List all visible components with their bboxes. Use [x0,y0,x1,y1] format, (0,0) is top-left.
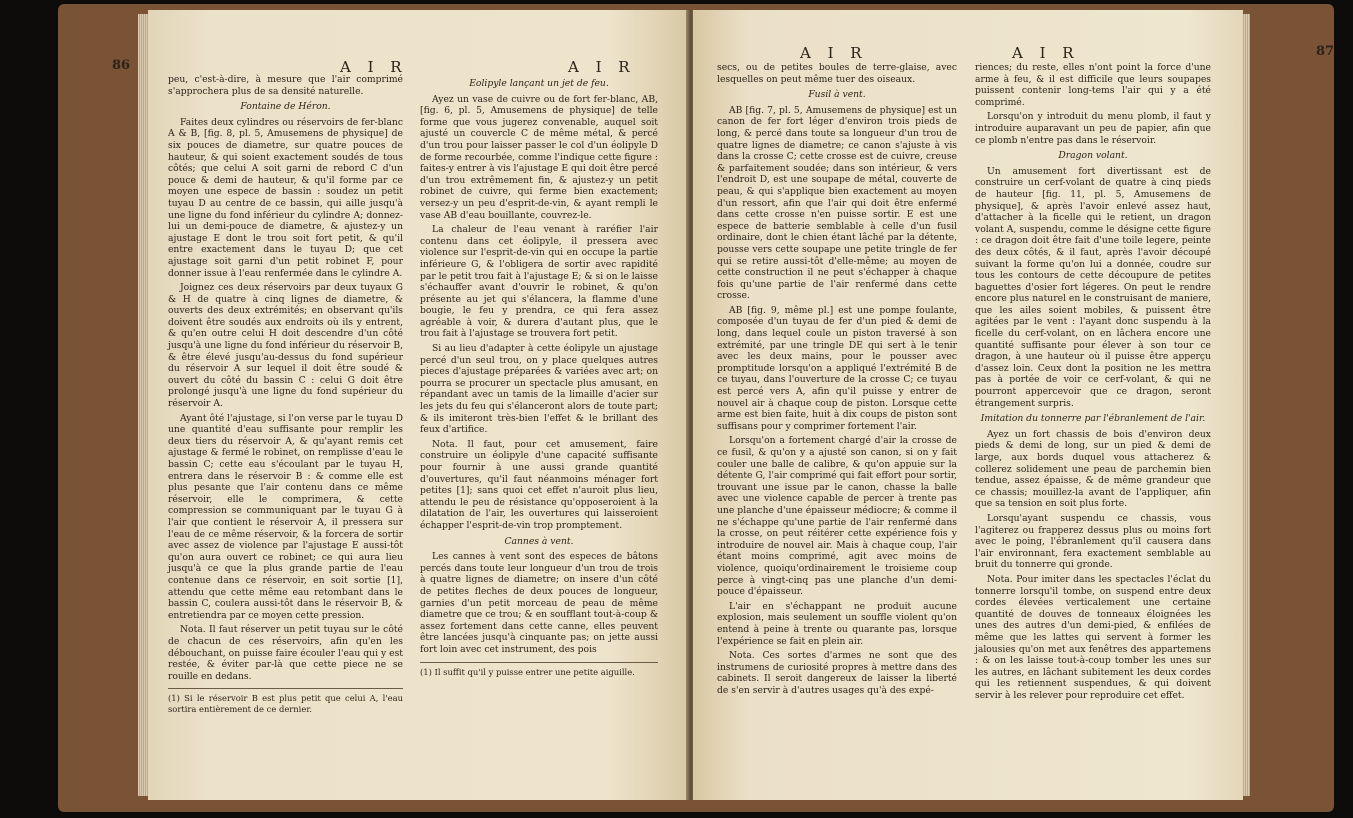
paragraph: Nota. Pour imiter dans les spectacles l'éclat du tonnerre lorsqu'il tombe, on suspend entre deux cordes élevées verticalement une certaine quantité de douves de tonneaux éloignées les unes des autres d'un demi-pied, & enfilées de même que les lattes qui servent à former les jalousies qu'on met aux fenêtres des appartemens : & on les laisse tout-à-coup tomber les unes sur les autres, en lâchant subitement les deux cordes qui les retiennent suspendues, & qui doivent servir à les relever pour reproduire cet effet. [975,573,1211,701]
paragraph: Un amusement fort divertissant est de construire un cerf-volant de quatre à cinq pieds de hauteur [fig. 11, pl. 5, Amusemens de physique], & après l'avoir enlevé assez haut, d'attacher à la ficelle qui le retient, un dragon volant A, suspendu, comme le désigne cette figure : ce dragon doit être fait d'une toile legere, peinte des deux côtés, & il faut, après l'avoir découpé suivant la forme qu'on lui a donnée, coudre sur tous les contours de cette découpure de petites baguettes d'osier fort légeres. On peut le rendre encore plus naturel en le construisant de maniere, que les ailes soient mobiles, & puissent être agitées par le vent : l'ayant donc suspendu à la ficelle du cerf-volant, on en lâchera encore une quantité suffisante pour élever à son tour ce dragon, à une hauteur où il puisse être apperçu d'assez loin. Ceux dont la position ne les mettra pas à portée de voir ce cerf-volant, & qui ne pourront appercevoir que ce dragon, seront étrangement surpris. [975,165,1211,409]
footnote-rule [168,688,403,689]
paragraph: Faites deux cylindres ou réservoirs de fer-blanc A & B, [fig. 8, pl. 5, Amusemens de physique] de six pouces de diametre, sur quatre pouces de hauteur, & qui soient exactement soudés de tous côtés; que celui A soit garni de rebord C d'un pouce & demi de hauteur, & qu'il forme par ce moyen une espece de bassin : soudez un petit tuyau D au centre de ce bassin, qui aille jusqu'à une ligne du fond inférieur du cylindre A; donnez-lui un demi-pouce de diametre, & ajustez-y un ajustage E dont le trou soit fort petit, & qu'il entre exactement dans le tuyau D; que cet ajustage soit garni d'un petit robinet F, pour donner issue à l'eau renfermée dans le cylindre A. [168,116,403,279]
section-title: Eolipyle lançant un jet de feu. [469,78,609,89]
paragraph: Ayez un fort chassis de bois d'environ deux pieds & demi de long, sur un pied & demi de large, aux bords duquel vous attacherez & collerez solidement une peau de parchemin bien tendue, assez épaisse, & de même grandeur que ce chassis; mouillez-la avant de l'appliquer, afin que sa tension en soit plus forte. [975,428,1211,510]
footnote-rule [420,662,658,663]
left-running-head-2: A I R [568,58,636,76]
section-title: Dragon volant. [1058,150,1128,162]
left-page: 86 A I R A I R peu, c'est-à-dire, à mesure que l'air comprimé s'approchera plus de sa densité naturelle. Fontaine de Héron. Faites deux cylindres ou réservoirs de fer-blanc A & B, [fig. 8, pl. 5, Amusemens de physique] de six pouces de diametre, sur quatre pouces de hauteur, & qui soient exactement soudés de tous côtés; que celui A soit garni de rebord C d'un pouce & demi de hauteur, & qu'il forme par ce moyen une espece de bassin : soudez un petit tuyau D au centre de ce bassin, qui aille jusqu'à une ligne du fond inférieur du cylindre A; donnez-lui un demi-pouce de diametre, & ajustez-y un ajustage E dont le trou soit fort petit, & qu'il entre exactement dans le tuyau D; que cet ajustage soit garni d'un petit robinet F, pour donner issue à l'eau renfermée dans le cylindre A. Joignez ces deux réservoirs par deux tuyaux G & H de quatre à cinq lignes de diametre, & ouverts des deux extrémités; en observant qu'ils doivent être soudés aux endroits où ils y entrent, & qu'en outre celui H doit descendre d'un côté jusqu'à une ligne du fond inférieur du réservoir B, & être élevé jusqu'au-dessus du fond supérieur du réservoir A sur lequel il doit être soudé & ouvert du côté du bassin C : celui G doit être prolongé jusqu'à une ligne du fond supérieur du réservoir A. Ayant ôté l'ajustage, si l'on verse par le tuyau D une quantité d'eau suffisante pour remplir les deux tiers du réservoir A, & qu'ayant remis cet ajustage & fermé le robinet, on remplisse d'eau le bassin C; cette eau s'écoulant par le tuyau H, entrera dans le réservoir B : & comme elle est plus pesante que l'air contenu dans ce même réservoir, elle le comprimera, & cette compression se communiquant par le tuyau G à l'air que contient le réservoir A, il pressera sur l'eau de ce même réservoir, & la forcera de sortir avec assez de violence par l'ajustage E aussi-tôt qu'on aura ouvert ce robinet; ce qui aura lieu jusqu'à ce que la plus grande partie de l'eau contenue dans ce réservoir, en soit sortie [1], attendu que cette même eau retombant dans le bassin C, coulera aussi-tôt dans le réservoir B, & entretiendra par ce moyen cette pression. Nota. Il faut réserver un petit tuyau sur le côté de chacun de ces réservoirs, afin qu'en les débouchant, on puisse faire écouler l'eau qui y est restée, & éviter par-là que cette piece ne se rouille en dedans. (1) Si le réservoir B est plus petit que celui A, l'eau sortira entièrement de ce dernier. Eolipyle lançant un jet de feu. Ayez un vase de cuivre ou de fort fer-blanc, AB, [fig. 6, pl. 5, Amusemens de physique] de telle forme que vous jugerez convenable, auquel soit ajusté un couvercle C de même métal, & percé d'un trou pour laisser passer le col d'un éolipyle D de forme recourbée, comme l'indique cette figure : faites-y entrer à vis l'ajustage E qui doit être percé d'un trou extrêmement fin, & ajustez-y un petit robinet de cuivre, qui ferme bien exactement; versez-y un peu d'esprit-de-vin, & ayant rempli le vase AB d'eau bouillante, couvrez-le. La chaleur de l'eau venant à raréfier l'air contenu dans cet éolipyle, il pressera avec violence sur l'esprit-de-vin qui en occupe la partie inférieure G, & l'obligera de sortir avec rapidité par le petit trou fait à l'ajustage E; & si on le laisse s'échauffer avant d'ouvrir le robinet, & qu'on présente au jet qui s'élancera, la flamme d'une bougie, le feu y prendra, ce qui fera assez agréable à voir, & durera d'autant plus, que le trou fait à l'ajustage se trouvera fort petit. Si au lieu d'adapter à cette éolipyle un ajustage percé d'un seul trou, on y place quelques autres pieces d'ajustage préparées & variées avec art; on pourra se procurer un spectacle plus amusant, en répandant avec un tamis de la limaille d'acier sur les jets du feu qui s'élanceront alors de toute part; & ils imiteront très-bien l'effet & le brillant des feux d'artifice. Nota. Il faut, pour cet amusement, faire construire un éolipyle d'une capacité suffisante pour fournir à une aussi grande quantité d'ouvertures, qu'il faut néanmoins ménager fort petites [1]; sans quoi cet effet n'auroit plus lieu, attendu le peu de résistance qu'opposeroient à la dilatation de l'air, les ouvertures qui laisseroient échapper l'esprit-de-vin trop promptement. Cannes à vent. Les cannes à vent sont des especes de bâtons percés dans toute leur longueur d'un trou de trois à quatre lignes de diametre; on insere d'un côté de petites fleches de deux pouces de longueur, garnies d'un petit morceau de peau de même diametre que ce trou; & en soufflant tout-à-coup & assez fortement dans cette canne, elles peuvent être lancées jusqu'à cinquante pas; on jette aussi fort loin avec cet instrument, des pois (1) Il suffit qu'il y puisse entrer une petite aiguille. [148,10,688,800]
paragraph: Nota. Il faut, pour cet amusement, faire construire un éolipyle d'une capacité suffisante pour fournir à une aussi grande quantité d'ouvertures, qu'il faut néanmoins ménager fort petites [1]; sans quoi cet effet n'auroit plus lieu, attendu le peu de résistance qu'opposeroient à la dilatation de l'air, les ouvertures qui laisseroient échapper l'esprit-de-vin trop promptement. [420,438,658,531]
paragraph: AB [fig. 9, même pl.] est une pompe foulante, composée d'un tuyau de fer d'un pied & demi de long, dans lequel coule un piston traversé à son extrémité, par une tringle DE qui sert à le tenir avec les deux mains, pour le pousser avec promptitude lorsqu'on a appliqué l'extrémité B de ce tuyau, dans l'ouverture de la crosse C; ce tuyau est percé vers A, afin qu'il puisse y entrer de nouvel air à chaque coup de piston. Lorsque cette arme est bien faite, huit à dix coups de piston sont suffisans pour y comprimer fortement l'air. [717,304,957,432]
paragraph: Nota. Ces sortes d'armes ne sont que des instrumens de curiosité propres à mettre dans des cabinets. Il seroit dangereux de laisser la liberté de s'en servir à d'autres usages qu'à des expé- [717,650,957,696]
footnote: (1) Si le réservoir B est plus petit que celui A, l'eau sortira entièrement de ce dernier. [168,693,403,714]
paragraph: secs, ou de petites boules de terre-glaise, avec lesquelles on peut même tuer des oiseaux. [717,62,957,85]
section-title: Imitation du tonnerre par l'ébranlement de l'air. [980,413,1206,425]
right-page: 87 A I R A I R secs, ou de petites boules de terre-glaise, avec lesquelles on peut même tuer des oiseaux. Fusil à vent. AB [fig. 7, pl. 5, Amusemens de physique] est un canon de fer fort léger d'environ trois pieds de long, & percé dans toute sa longueur d'un trou de quatre lignes de diametre; ce canon s'ajuste à vis dans la crosse C; cette crosse est de cuivre, creuse & parfaitement soudée; dans son intérieur, & vers l'endroit D, est une soupape de métal, couverte de peau, & qui s'applique bien exactement au moyen d'un ressort, afin que l'air qui doit être enfermé dans cette crosse n'en puisse sortir. E est une espece de batterie semblable à celle d'un fusil ordinaire, dont le chien étant lâché par la détente, pousse vers cette soupape une petite tringle de fer qui se retire aussi-tôt d'elle-même; au moyen de cette construction il ne peut s'échapper à chaque fois qu'une partie de l'air renfermé dans cette crosse. AB [fig. 9, même pl.] est une pompe foulante, composée d'un tuyau de fer d'un pied & demi de long, dans lequel coule un piston traversé à son extrémité, par une tringle DE qui sert à le tenir avec les deux mains, pour le pousser avec promptitude lorsqu'on a appliqué l'extrémité B de ce tuyau, dans l'ouverture de la crosse C; ce tuyau est percé vers A, afin qu'il puisse y entrer de nouvel air à chaque coup de piston. Lorsque cette arme est bien faite, huit à dix coups de piston sont suffisans pour y comprimer fortement l'air. Lorsqu'on a fortement chargé d'air la crosse de ce fusil, & qu'on y a ajusté son canon, si on y fait couler une balle de calibre, & qu'on appuie sur la détente G, l'air comprimé qui fait effort pour sortir, trouvant une issue par le canon, chasse la balle avec une violence capable de percer à trente pas une planche d'une épaisseur médiocre; & comme il ne s'échappe qu'une partie de l'air renfermé dans la crosse, on peut réitérer cette expérience fois y introduire de nouvel air. Mais à chaque coup, l'air étant moins comprimé, agit avec moins de violence, quoiqu'ordinairement le troisieme coup perce à vingt-cinq pas une planche d'un demi-pouce d'épaisseur. L'air en s'échappant ne produit aucune explosion, mais seulement un souffle violent qu'on entend à peine à trente ou quarante pas, lorsque l'expérience se fait en plein air. Nota. Ces sortes d'armes ne sont que des instrumens de curiosité propres à mettre dans des cabinets. Il seroit dangereux de laisser la liberté de s'en servir à d'autres usages qu'à des expé- riences; du reste, elles n'ont point la force d'une arme à feu, & il est difficile que leurs soupapes puissent contenir long-tems l'air qui y a été comprimé. Lorsqu'on y introduit du menu plomb, il faut y introduire auparavant un peu de papier, afin que ce plomb n'entre pas dans le réservoir. Dragon volant. Un amusement fort divertissant est de construire un cerf-volant de quatre à cinq pieds de hauteur [fig. 11, pl. 5, Amusemens de physique], & après l'avoir enlevé assez haut, d'attacher à la ficelle qui le retient, un dragon volant A, suspendu, comme le désigne cette figure : ce dragon doit être fait d'une toile legere, peinte des deux côtés, & il faut, après l'avoir découpé suivant la forme qu'on lui a donnée, coudre sur tous les contours de cette découpure de petites baguettes d'osier fort légeres. On peut le rendre encore plus naturel en le construisant de maniere, que les ailes soient mobiles, & puissent être agitées par le vent : l'ayant donc suspendu à la ficelle du cerf-volant, on en lâchera encore une quantité suffisante pour élever à son tour ce dragon, à une hauteur où il puisse être apperçu d'assez loin. Ceux dont la position ne les mettra pas à portée de voir ce cerf-volant, & qui ne pourront appercevoir que ce dragon, seront étrangement surpris. Imitation du tonnerre par l'ébranlement de l'air. Ayez un fort chassis de bois d'environ deux pieds & demi de long, sur un pied & demi de large, aux bords duquel vous attacherez & collerez solidement une peau de parchemin bien tendue, assez épaisse, & de même grandeur que ce chassis; mouillez-la avant de l'appliquer, afin que sa tension en soit plus forte. Lorsqu'ayant suspendu ce chassis, vous l'agiterez ou frapperez dessus plus ou moins fort avec le poing, l'ébranlement qu'il causera dans l'air environnant, fera exactement semblable au bruit du tonnerre qui gronde. Nota. Pour imiter dans les spectacles l'éclat du tonnerre lorsqu'il tombe, on suspend entre deux cordes élevées verticalement une certaine quantité de douves de tonneaux éloignées les unes des autres d'un demi-pied, & enfilées de même que les lattes qui servent à former les jalousies qu'on met aux fenêtres des appartemens : & on les laisse tout-à-coup tomber les unes sur les autres, en lâchant subitement les deux cordes qui les retiennent suspendues, & qui doivent servir à les relever pour reproduire cet effet. [693,10,1243,800]
left-column-2 [420,74,658,680]
left-column-1 [168,74,403,717]
paragraph: AB [fig. 7, pl. 5, Amusemens de physique] est un canon de fer fort léger d'environ trois pieds de long, & percé dans toute sa longueur d'un trou de quatre lignes de diametre; ce canon s'ajuste à vis dans la crosse C; cette crosse est de cuivre, creuse & parfaitement soudée; dans son intérieur, & vers l'endroit D, est une soupape de métal, couverte de peau, & qui s'applique bien exactement au moyen d'un ressort, afin que l'air qui doit être enfermé dans cette crosse n'en puisse sortir. E est une espece de batterie semblable à celle d'un fusil ordinaire, dont le chien étant lâché par la détente, pousse vers cette soupape une petite tringle de fer qui se retire aussi-tôt d'elle-même; au moyen de cette construction il ne peut s'échapper à chaque fois qu'une partie de l'air renfermé dans cette crosse. [717,104,957,302]
paragraph: Lorsqu'on y introduit du menu plomb, il faut y introduire auparavant un peu de papier, afin que ce plomb n'entre pas dans le réservoir. [975,111,1211,146]
right-column-1 [717,62,957,699]
section-title: Fusil à vent. [808,89,866,101]
footnote: (1) Il suffit qu'il y puisse entrer une petite aiguille. [420,666,635,677]
paragraph: Nota. Il faut réserver un petit tuyau sur le côté de chacun de ces réservoirs, afin qu'en les débouchant, on puisse faire écouler l'eau qui y est restée, & éviter par-là que cette piece ne se rouille en dedans. [168,624,403,682]
right-column-2 [975,62,1211,704]
paragraph: riences; du reste, elles n'ont point la force d'une arme à feu, & il est difficile que leurs soupapes puissent contenir long-tems l'air qui y a été comprimé. [975,62,1211,108]
section-title: Cannes à vent. [504,535,574,547]
paragraph: Joignez ces deux réservoirs par deux tuyaux G & H de quatre à cinq lignes de diametre, & ouverts des deux extrémités; en observant qu'ils doivent être soudés aux endroits où ils y entrent, & qu'en outre celui H doit descendre d'un côté jusqu'à une ligne du fond inférieur du réservoir B, & être élevé jusqu'au-dessus du fond supérieur du réservoir A sur lequel il doit être soudé & ouvert du côté du bassin C : celui G doit être prolongé jusqu'à une ligne du fond supérieur du réservoir A. [168,282,403,410]
paragraph: Lorsqu'ayant suspendu ce chassis, vous l'agiterez ou frapperez dessus plus ou moins fort avec le poing, l'ébranlement qu'il causera dans l'air environnant, fera exactement semblable au bruit du tonnerre qui gronde. [975,512,1211,571]
left-running-head-1: A I R [340,58,408,76]
paragraph: peu, c'est-à-dire, à mesure que l'air comprimé s'approchera plus de sa densité naturelle. [168,74,403,97]
right-running-head-2: A I R [1012,44,1080,62]
paragraph: L'air en s'échappant ne produit aucune explosion, mais seulement un souffle violent qu'on entend à peine à trente ou quarante pas, lorsque l'expérience se fait en plein air. [717,600,957,647]
paragraph: Si au lieu d'adapter à cette éolipyle un ajustage percé d'un seul trou, on y place quelques autres pieces d'ajustage préparées & variées avec art; on pourra se procurer un spectacle plus amusant, en répandant avec un tamis de la limaille d'acier sur les jets du feu qui s'élanceront alors de toute part; & ils imiteront très-bien l'effet & le brillant des feux d'artifice. [420,343,658,436]
paragraph: Les cannes à vent sont des especes de bâtons percés dans toute leur longueur d'un trou de trois à quatre lignes de diametre; on insere d'un côté de petites fleches de deux pouces de longueur, garnies d'un petit morceau de peau de même diametre que ce trou; & en soufflant tout-à-coup & assez fortement dans cette canne, elles peuvent être lancées jusqu'à cinquante pas; on jette aussi fort loin avec cet instrument, des pois [420,551,658,655]
paragraph: Ayant ôté l'ajustage, si l'on verse par le tuyau D une quantité d'eau suffisante pour remplir les deux tiers du réservoir A, & qu'ayant remis cet ajustage & fermé le robinet, on remplisse d'eau le bassin C; cette eau s'écoulant par le tuyau H, entrera dans le réservoir B : & comme elle est plus pesante que l'air contenu dans ce même réservoir, elle le comprimera, & cette compression se communiquant par le tuyau G à l'air que contient le réservoir A, il pressera sur l'eau de ce même réservoir, & la forcera de sortir avec assez de violence par l'ajustage E aussi-tôt qu'on aura ouvert ce robinet; ce qui aura lieu jusqu'à ce que la plus grande partie de l'eau contenue dans ce réservoir, en soit sortie [1], attendu que cette même eau retombant dans le bassin C, coulera aussi-tôt dans le réservoir B, & entretiendra par ce moyen cette pression. [168,412,403,621]
paragraph: La chaleur de l'eau venant à raréfier l'air contenu dans cet éolipyle, il pressera avec violence sur l'esprit-de-vin qui en occupe la partie inférieure G, & l'obligera de sortir avec rapidité par le petit trou fait à l'ajustage E; & si on le laisse s'échauffer avant d'ouvrir le robinet, & qu'on présente au jet qui s'élancera, la flamme d'une bougie, le feu y prendra, ce qui fera assez agréable à voir, & durera d'autant plus, que le trou fait à l'ajustage se trouvera fort petit. [420,224,658,340]
paragraph: Lorsqu'on a fortement chargé d'air la crosse de ce fusil, & qu'on y a ajusté son canon, si on y fait couler une balle de calibre, & qu'on appuie sur la détente G, l'air comprimé qui fait effort pour sortir, trouvant une issue par le canon, chasse la balle avec une violence capable de percer à trente pas une planche d'une épaisseur médiocre; & comme il ne s'échappe qu'une partie de l'air renfermé dans la crosse, on peut réitérer cette expérience fois y introduire de nouvel air. Mais à chaque coup, l'air étant moins comprimé, agit avec moins de violence, quoiqu'ordinairement le troisieme coup perce à vingt-cinq pas une planche d'un demi-pouce d'épaisseur. [717,435,957,598]
paragraph: Ayez un vase de cuivre ou de fort fer-blanc, AB, [fig. 6, pl. 5, Amusemens de physique] de telle forme que vous jugerez convenable, auquel soit ajusté un couvercle C de même métal, & percé d'un trou pour laisser passer le col d'un éolipyle D de forme recourbée, comme l'indique cette figure : faites-y entrer à vis l'ajustage E qui doit être percé d'un trou extrêmement fin, & ajustez-y un petit robinet de cuivre, qui ferme bien exactement; versez-y un peu d'esprit-de-vin, & ayant rempli le vase AB d'eau bouillante, couvrez-le. [420,93,658,221]
section-title: Fontaine de Héron. [240,101,331,113]
right-running-head-1: A I R [800,44,868,62]
